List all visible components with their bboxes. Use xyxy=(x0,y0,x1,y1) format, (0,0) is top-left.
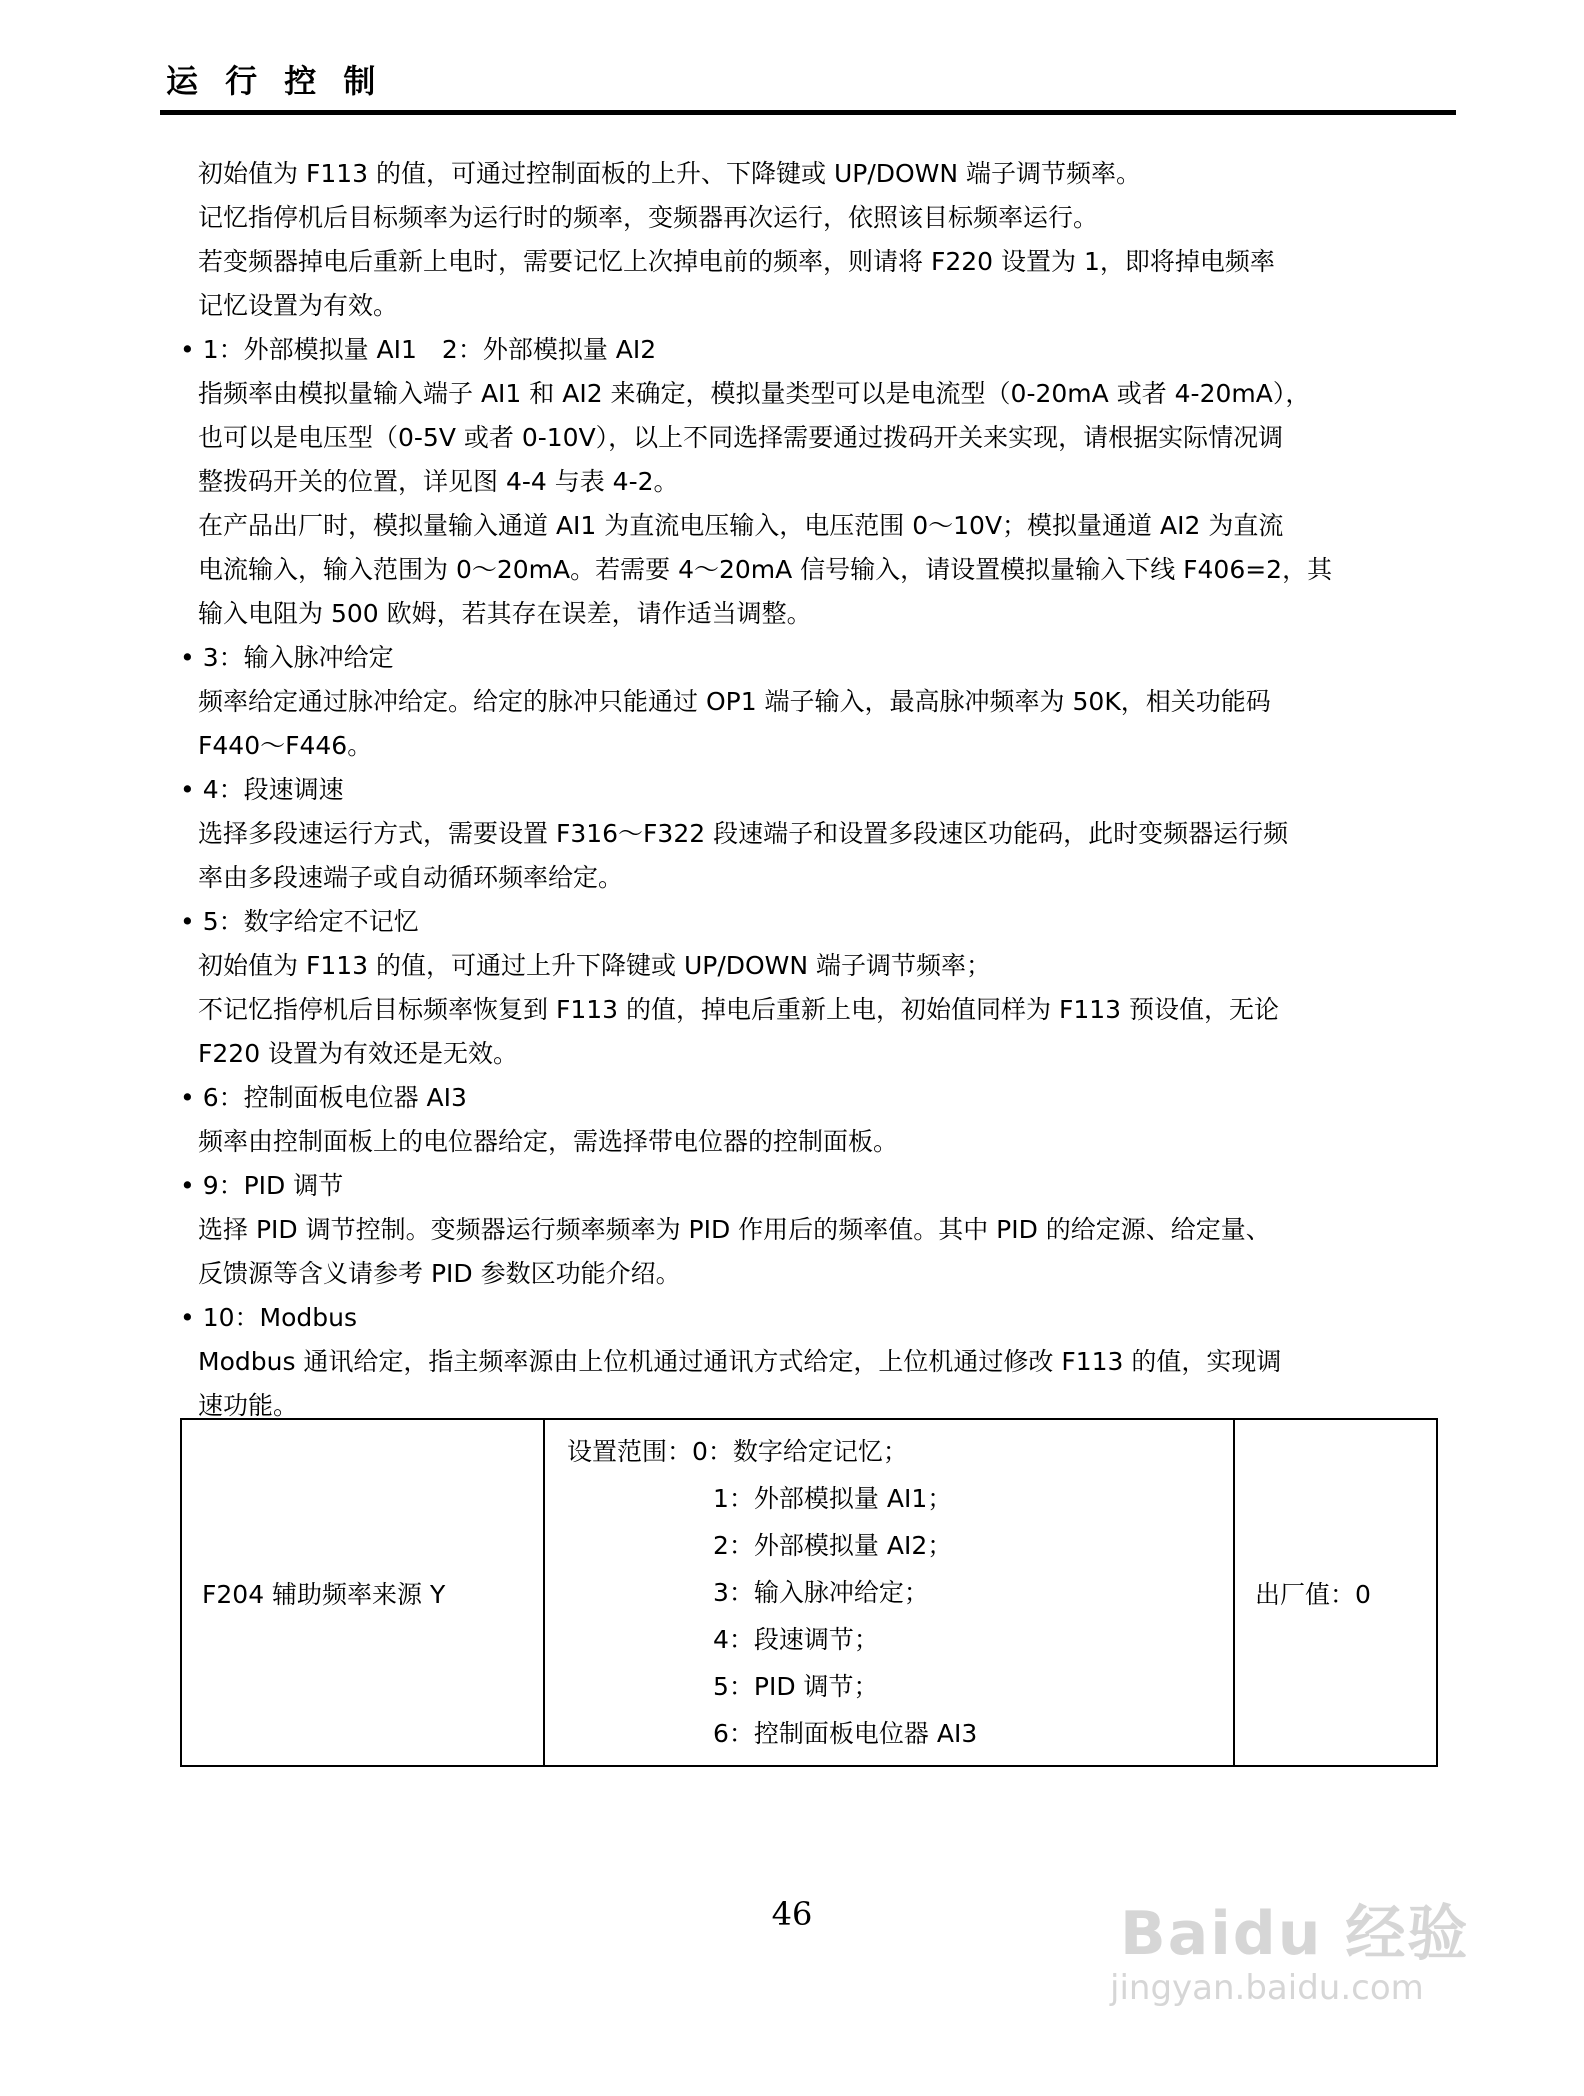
watermark-logo: Baidu 经验 xyxy=(1120,1899,1470,1969)
section-heading: • 10：Modbus xyxy=(180,1303,357,1332)
section-line: 频率由控制面板上的电位器给定，需选择带电位器的控制面板。 xyxy=(198,1127,899,1156)
section-line: 输入电阻为 500 欧姆，若其存在误差，请作适当调整。 xyxy=(198,599,812,628)
section-heading: • 3：输入脉冲给定 xyxy=(180,643,394,672)
range-item: 4：段速调节； xyxy=(713,1625,879,1654)
range-first-line xyxy=(567,1428,1233,1475)
section-line: F220 设置为有效还是无效。 xyxy=(198,1039,519,1068)
section-line: 电流输入，输入范围为 0～20mA。若需要 4～20mA 信号输入，请设置模拟量输入下线 F406=2，其 xyxy=(198,555,1333,584)
range-item: 3：输入脉冲给定； xyxy=(713,1578,929,1607)
section-line: 反馈源等含义请参考 PID 参数区功能介绍。 xyxy=(198,1259,681,1288)
range-item: 2：外部模拟量 AI2； xyxy=(713,1531,953,1560)
section-line: 整拨码开关的位置，详见图 4-4 与表 4-2。 xyxy=(198,467,679,496)
section-line: 不记忆指停机后目标频率恢复到 F113 的值，掉电后重新上电，初始值同样为 F113 预设值，无论 xyxy=(198,995,1279,1024)
table-row xyxy=(181,1419,1437,1766)
section-heading: • 5：数字给定不记忆 xyxy=(180,907,419,936)
range-item: 0：数字给定记忆； xyxy=(692,1437,908,1466)
watermark xyxy=(1110,1836,1530,2036)
page-number: 46 xyxy=(771,1895,813,1933)
param-default-cell: 出厂值：0 xyxy=(1234,1419,1437,1766)
watermark-url: jingyan.baidu.com xyxy=(1110,1968,1424,2008)
intro-line: 若变频器掉电后重新上电时，需要记忆上次掉电前的频率，则请将 F220 设置为 1，即将掉电频率 xyxy=(198,247,1275,276)
range-item: 6：控制面板电位器 AI3 xyxy=(713,1719,978,1748)
section-line: F440～F446。 xyxy=(198,731,373,760)
parameter-table xyxy=(180,1418,1438,1767)
param-name-cell: F204 辅助频率来源 Y xyxy=(181,1419,544,1766)
range-label: 设置范围： xyxy=(567,1437,693,1466)
section-heading: • 9：PID 调节 xyxy=(180,1171,344,1200)
header-rule xyxy=(160,110,1456,115)
section-line: 率由多段速端子或自动循环频率给定。 xyxy=(198,863,624,892)
intro-line: 记忆设置为有效。 xyxy=(198,291,399,320)
section-line: Modbus 通讯给定，指主频率源由上位机通过通讯方式给定，上位机通过修改 F113 的值，实现调 xyxy=(198,1347,1282,1376)
section-line: 也可以是电压型（0-5V 或者 0-10V），以上不同选择需要通过拨码开关来实现，请根据实际情况调 xyxy=(198,423,1284,452)
param-range-cell xyxy=(544,1419,1234,1766)
section-line: 频率给定通过脉冲给定。给定的脉冲只能通过 OP1 端子输入，最高脉冲频率为 50K，相关功能码 xyxy=(198,687,1271,716)
section-heading: • 4：段速调速 xyxy=(180,775,344,804)
intro-line: 初始值为 F113 的值，可通过控制面板的上升、下降键或 UP/DOWN 端子调节频率。 xyxy=(198,159,1142,188)
page-header-title: 运 行 控 制 xyxy=(166,62,384,100)
section-line: 指频率由模拟量输入端子 AI1 和 AI2 来确定，模拟量类型可以是电流型（0-20mA 或者 4-20mA）， xyxy=(198,379,1311,408)
section-line: 初始值为 F113 的值，可通过上升下降键或 UP/DOWN 端子调节频率； xyxy=(198,951,992,980)
section-heading: • 6：控制面板电位器 AI3 xyxy=(180,1083,467,1112)
body-content xyxy=(180,152,1448,1428)
section-line: 选择多段速运行方式，需要设置 F316～F322 段速端子和设置多段速区功能码，此时变频器运行频 xyxy=(198,819,1289,848)
intro-line: 记忆指停机后目标频率为运行时的频率，变频器再次运行，依照该目标频率运行。 xyxy=(198,203,1099,232)
range-item: 1：外部模拟量 AI1； xyxy=(713,1484,953,1513)
section-line: 选择 PID 调节控制。变频器运行频率频率为 PID 作用后的频率值。其中 PID 的给定源、给定量、 xyxy=(198,1215,1271,1244)
section-line: 速功能。 xyxy=(198,1391,299,1420)
section-heading: • 1：外部模拟量 AI1 2：外部模拟量 AI2 xyxy=(180,335,657,364)
section-line: 在产品出厂时，模拟量输入通道 AI1 为直流电压输入，电压范围 0～10V；模拟量通道 AI2 为直流 xyxy=(198,511,1284,540)
range-item: 5：PID 调节； xyxy=(713,1672,879,1701)
